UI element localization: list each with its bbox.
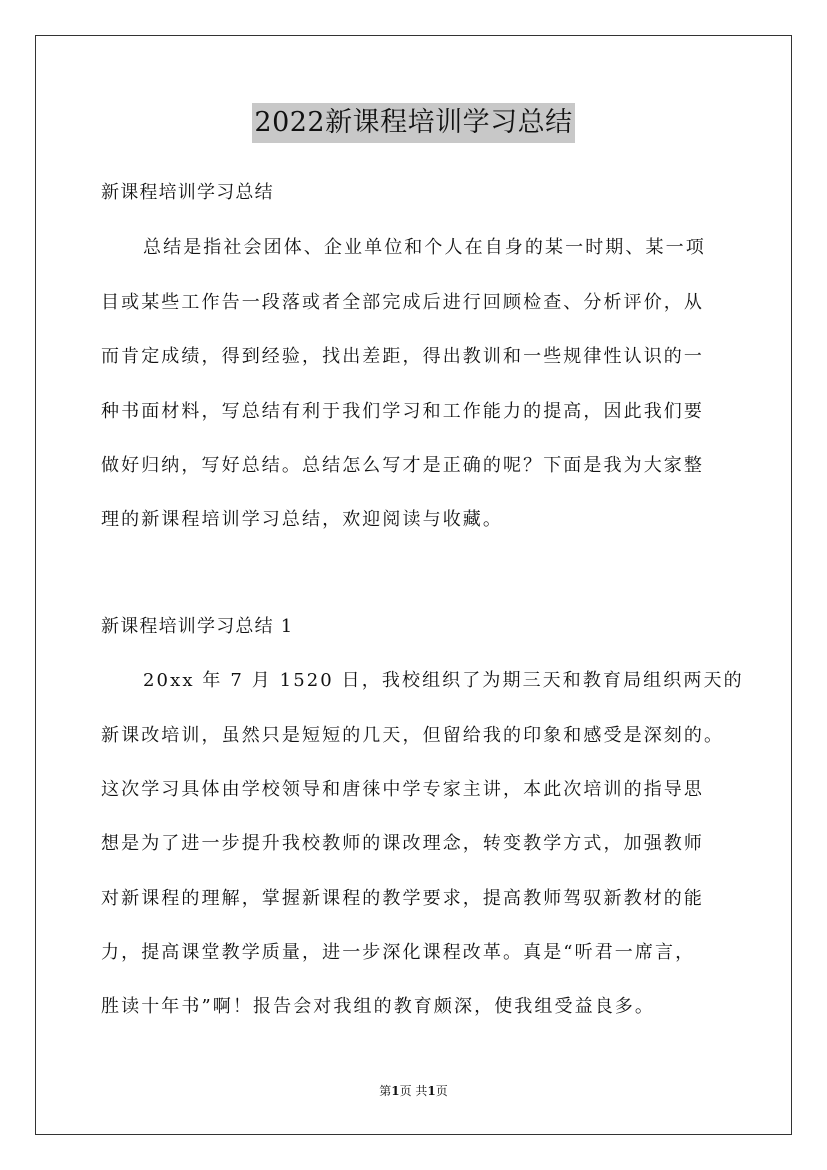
- page-footer: [0, 1083, 827, 1099]
- document-title: 2022新课程培训学习总结: [252, 103, 574, 143]
- intro-line: 而肯定成绩，得到经验，找出差距，得出教训和一些规律性认识的一: [101, 346, 704, 367]
- body-line: 胜读十年书”啊！报告会对我组的教育颇深，使我组受益良多。: [101, 996, 655, 1017]
- intro-line: 做好归纳，写好总结。总结怎么写才是正确的呢？下面是我为大家整: [101, 455, 704, 476]
- footer-current-page: 1: [391, 1084, 400, 1098]
- intro-line: 总结是指社会团体、企业单位和个人在自身的某一时期、某一项: [143, 237, 706, 258]
- intro-line: 目或某些工作告一段落或者全部完成后进行回顾检查、分析评价，从: [101, 292, 704, 313]
- subheading-1: 新课程培训学习总结 1: [101, 616, 294, 637]
- section-heading: 新课程培训学习总结: [101, 182, 274, 203]
- body-line: 这次学习具体由学校领导和唐徕中学专家主讲，本此次培训的指导思: [101, 779, 704, 800]
- footer-page-mid: 页 共: [399, 1084, 428, 1098]
- intro-line: 种书面材料，写总结有利于我们学习和工作能力的提高，因此我们要: [101, 401, 704, 422]
- body-line: 对新课程的理解，掌握新课程的教学要求，提高教师驾驭新教材的能: [101, 888, 704, 909]
- body-line: 想是为了进一步提升我校教师的课改理念，转变教学方式，加强教师: [101, 833, 704, 854]
- body-line: 力，提高课堂教学质量，进一步深化课程改革。真是“听君一席言，: [101, 942, 696, 963]
- intro-line: 理的新课程培训学习总结，欢迎阅读与收藏。: [101, 509, 503, 530]
- title-container: [0, 103, 827, 143]
- body-line: 新课改培训，虽然只是短短的几天，但留给我的印象和感受是深刻的。: [101, 725, 725, 746]
- body-line: 20xx 年 7 月 1520 日，我校组织了为期三天和教育局组织两天的: [143, 670, 744, 691]
- footer-total-pages: 1: [427, 1084, 436, 1098]
- footer-page-prefix: 第: [379, 1084, 392, 1098]
- footer-page-suffix: 页: [435, 1084, 448, 1098]
